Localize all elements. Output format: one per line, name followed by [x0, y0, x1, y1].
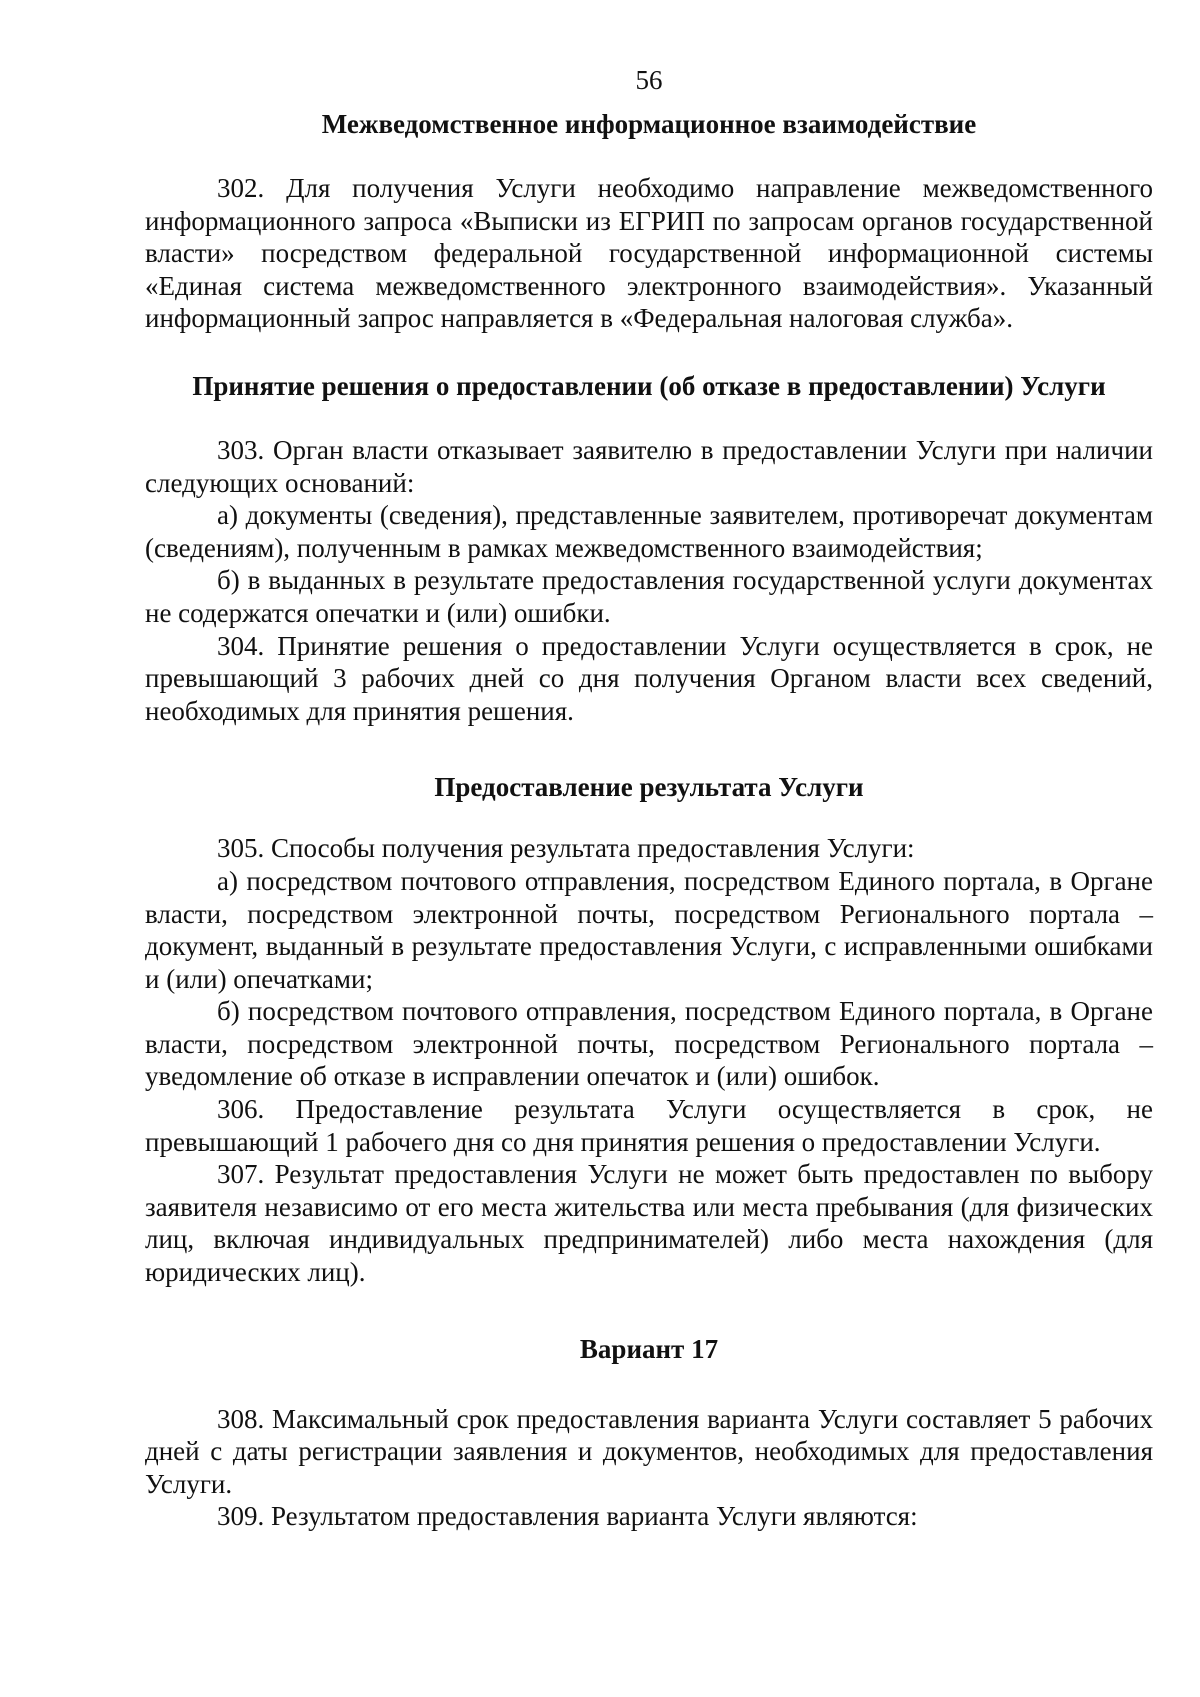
spacer — [145, 727, 1153, 771]
paragraph-304: 304. Принятие решения о предоставлении Услуги осуществляется в срок, не превышающий 3 рабочих дней со дня получения Органом власти всех сведений, необходимых для принятия решения. — [145, 630, 1153, 726]
section-variant — [145, 1333, 1153, 1533]
heading-decision: Принятие решения о предоставлении (об отказе в предоставлении) Услуги — [192, 370, 1106, 401]
paragraph-305: 305. Способы получения результата предоставления Услуги: — [217, 833, 915, 864]
paragraph-303-a: а) документы (сведения), представленные заявителем, противоречат документам (сведениям), полученным в рамках межведомственного взаимодействия; — [145, 500, 1153, 563]
paragraph-305-a: а) посредством почтового отправления, посредством Единого портала, в Органе власти, посредством электронной почты, посредством Регионального портала – документ, выданный в результате предоставления Услуги, с исправленными ошибками и (или) опечатками; — [145, 865, 1153, 994]
section-result — [145, 771, 1153, 1288]
section-interagency — [145, 108, 1153, 335]
page-number: 56 — [635, 65, 663, 95]
paragraph-307: 307. Результат предоставления Услуги не может быть предоставлен по выбору заявителя независимо от его места жительства или места пребывания (для физических лиц, включая индивидуальных предпринимателей) либо места нахождения (для юридических лиц). — [145, 1159, 1153, 1288]
section-decision — [145, 370, 1153, 727]
document-page — [145, 64, 1153, 1533]
spacer — [145, 335, 1153, 370]
paragraph-303-b: б) в выданных в результате предоставления государственной услуги документах не содержатся опечатки и (или) ошибки. — [145, 565, 1153, 628]
paragraph-302: 302. Для получения Услуги необходимо направление межведомственного информационного запроса «Выписки из ЕГРИП по запросам органов государственной власти» посредством федеральной государственной информационной системы «Единая система межведомственного электронного взаимодействия». Указанный информационный запрос направляется в «Федеральная налоговая служба». — [145, 173, 1153, 334]
heading-result: Предоставление результата Услуги — [434, 772, 864, 803]
paragraph-305-b: б) посредством почтового отправления, посредством Единого портала, в Органе власти, посредством электронной почты, посредством Регионального портала – уведомление об отказе в исправлении опечаток и (или) ошибок. — [145, 996, 1153, 1092]
paragraph-303: 303. Орган власти отказывает заявителю в предоставлении Услуги при наличии следующих оснований: — [145, 434, 1153, 498]
heading-interagency: Межведомственное информационное взаимодействие — [321, 109, 977, 139]
paragraph-306: 306. Предоставление результата Услуги осуществляется в срок, не превышающий 1 рабочего дня со дня принятия решения о предоставлении Услуги. — [145, 1094, 1153, 1157]
heading-variant: Вариант 17 — [579, 1333, 719, 1364]
spacer — [145, 1289, 1153, 1333]
paragraph-309: 309. Результатом предоставления варианта Услуги являются: — [217, 1501, 918, 1532]
paragraph-308: 308. Максимальный срок предоставления варианта Услуги составляет 5 рабочих дней с даты регистрации заявления и документов, необходимых для предоставления Услуги. — [145, 1403, 1153, 1499]
